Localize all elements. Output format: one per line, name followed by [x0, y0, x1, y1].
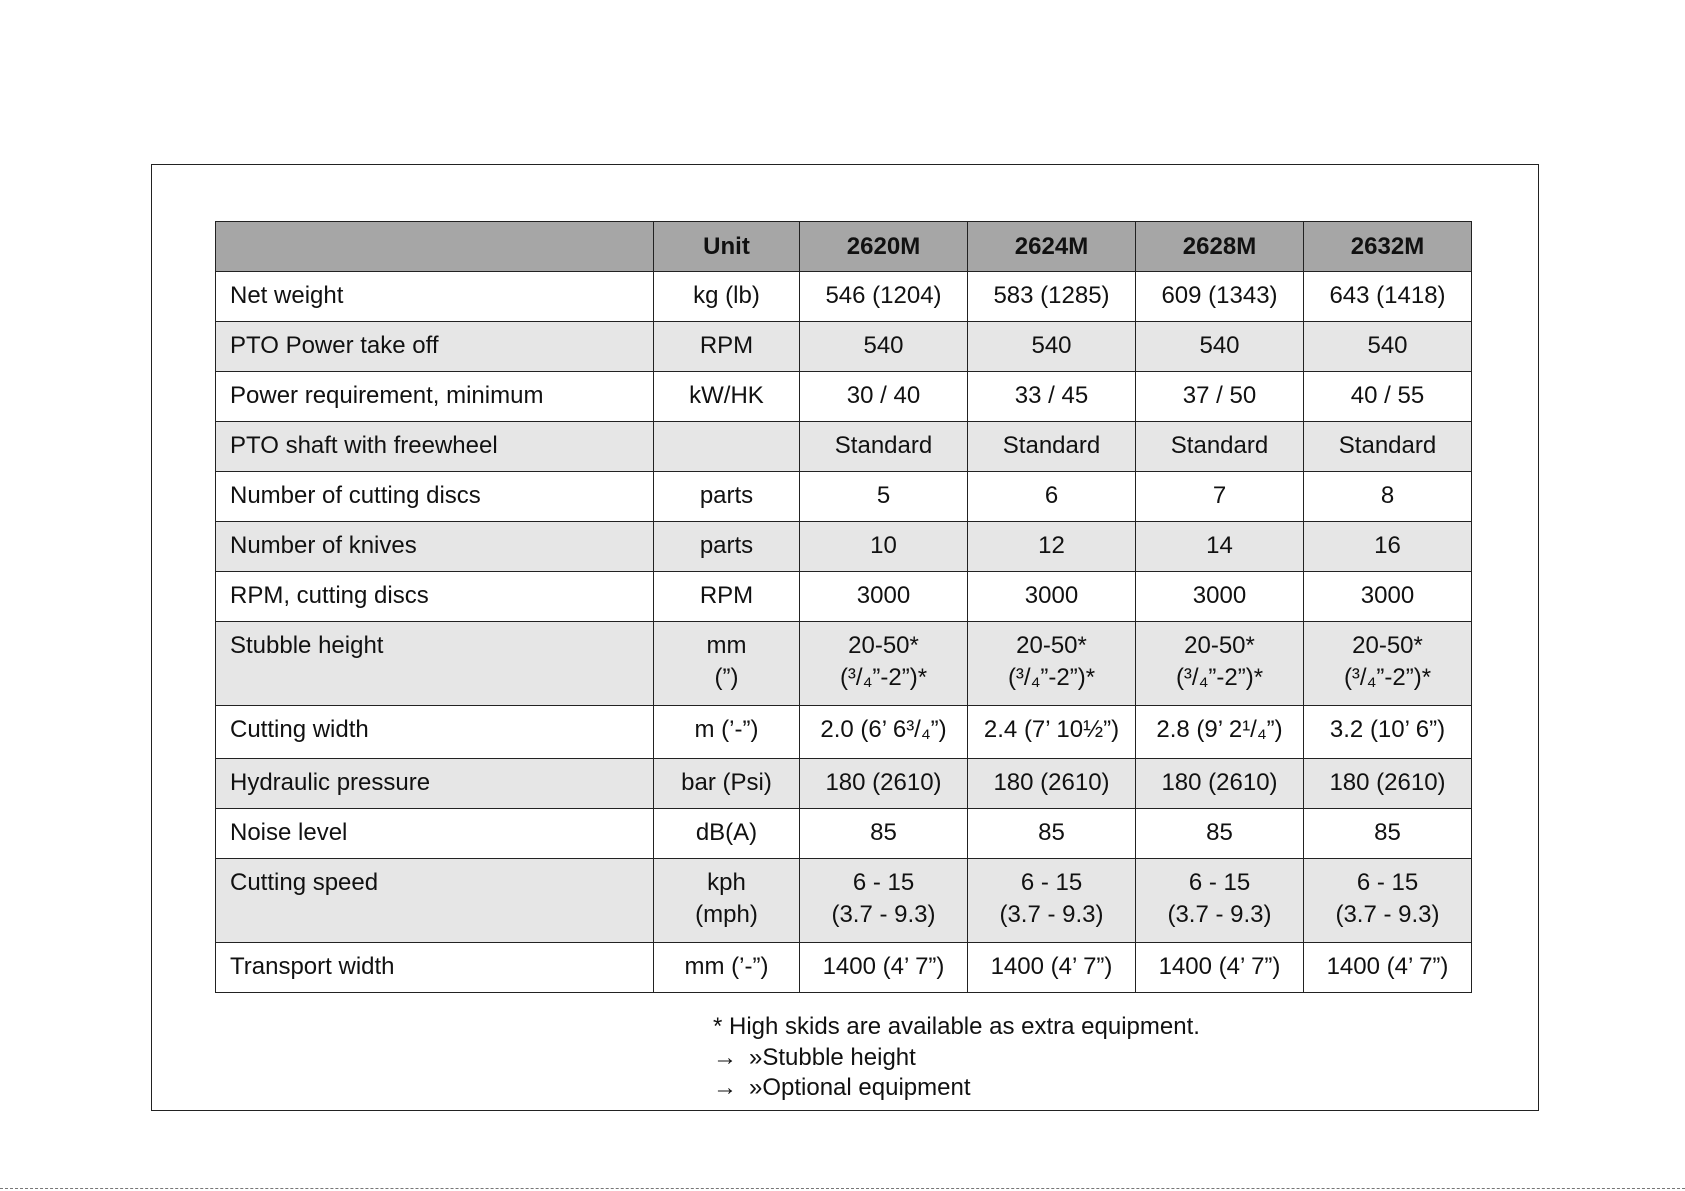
row-value: 33 / 45: [968, 372, 1136, 422]
value-line: 6 - 15: [1356, 869, 1419, 896]
row-value: 40 / 55: [1304, 372, 1472, 422]
value-line: (³/₄”-2”)*: [1343, 664, 1432, 691]
table-row: [216, 706, 1472, 759]
row-label: Number of cutting discs: [216, 472, 654, 522]
table-row: [216, 272, 1472, 322]
table-body: [216, 272, 1472, 993]
row-unit: parts: [654, 472, 800, 522]
row-value: 540: [800, 322, 968, 372]
value-line: (3.7 - 9.3): [1167, 901, 1272, 928]
footnote-skids: * High skids are available as extra equipment.: [713, 1013, 1200, 1040]
row-value: 85: [1304, 809, 1472, 859]
row-unit: parts: [654, 522, 800, 572]
row-value: Standard: [800, 422, 968, 472]
row-value: 16: [1304, 522, 1472, 572]
row-unit: RPM: [654, 322, 800, 372]
arrow-right-icon: →: [713, 1074, 737, 1101]
row-value: 540: [1304, 322, 1472, 372]
row-value: 85: [800, 809, 968, 859]
row-unit: bar (Psi): [654, 759, 800, 809]
row-value: 2.4 (7’ 10½”): [968, 706, 1136, 759]
row-value: 3000: [1136, 572, 1304, 622]
row-value: 583 (1285): [968, 272, 1136, 322]
row-value: 180 (2610): [800, 759, 968, 809]
row-unit: dB(A): [654, 809, 800, 859]
table-row: [216, 572, 1472, 622]
header-cell-unit: Unit: [654, 222, 800, 272]
row-value: 609 (1343): [1136, 272, 1304, 322]
value-line: (3.7 - 9.3): [831, 901, 936, 928]
row-label: Noise level: [216, 809, 654, 859]
value-line: (³/₄”-2”)*: [839, 664, 928, 691]
row-value: 8: [1304, 472, 1472, 522]
row-value: [1136, 622, 1304, 706]
row-value: 7: [1136, 472, 1304, 522]
row-value: 2.8 (9’ 2¹/₄”): [1136, 706, 1304, 759]
link-stubble-height[interactable]: [713, 1043, 1200, 1074]
row-label: PTO shaft with freewheel: [216, 422, 654, 472]
row-value: 12: [968, 522, 1136, 572]
page-bottom-divider: [0, 1188, 1685, 1189]
value-line: 6 - 15: [1020, 869, 1083, 896]
row-value: [1304, 622, 1472, 706]
unit-line: kph: [707, 869, 746, 896]
unit-line: (mph): [695, 901, 758, 928]
row-value: 180 (2610): [1136, 759, 1304, 809]
row-unit: RPM: [654, 572, 800, 622]
row-unit: m (’-”): [654, 706, 800, 759]
row-value: 1400 (4’ 7”): [968, 943, 1136, 993]
table-row: [216, 522, 1472, 572]
row-label: Cutting speed: [216, 859, 654, 943]
row-value: 14: [1136, 522, 1304, 572]
header-cell-model: 2628M: [1136, 222, 1304, 272]
row-value: Standard: [1304, 422, 1472, 472]
link-label: »Optional equipment: [749, 1074, 971, 1101]
row-value: 546 (1204): [800, 272, 968, 322]
value-line: (3.7 - 9.3): [1335, 901, 1440, 928]
value-line: (³/₄”-2”)*: [1175, 664, 1264, 691]
row-value: 3.2 (10’ 6”): [1304, 706, 1472, 759]
table-row: [216, 422, 1472, 472]
row-unit: kW/HK: [654, 372, 800, 422]
row-value: 1400 (4’ 7”): [1136, 943, 1304, 993]
row-value: 30 / 40: [800, 372, 968, 422]
row-label: Number of knives: [216, 522, 654, 572]
value-line: (³/₄”-2”)*: [1007, 664, 1096, 691]
value-line: 20-50*: [1184, 632, 1255, 659]
table-row: [216, 859, 1472, 943]
row-unit: [654, 859, 800, 943]
table-row: [216, 809, 1472, 859]
unit-line: mm: [706, 632, 747, 659]
table-row: [216, 622, 1472, 706]
row-label: Power requirement, minimum: [216, 372, 654, 422]
row-value: [968, 622, 1136, 706]
value-line: 6 - 15: [852, 869, 915, 896]
header-cell-model: 2632M: [1304, 222, 1472, 272]
row-value: 3000: [800, 572, 968, 622]
value-line: (3.7 - 9.3): [999, 901, 1104, 928]
row-unit: kg (lb): [654, 272, 800, 322]
row-value: 85: [968, 809, 1136, 859]
row-label: PTO Power take off: [216, 322, 654, 372]
row-value: 1400 (4’ 7”): [800, 943, 968, 993]
row-label: Cutting width: [216, 706, 654, 759]
link-label: »Stubble height: [749, 1043, 916, 1071]
link-optional-equipment[interactable]: [713, 1073, 1200, 1104]
row-value: [1136, 859, 1304, 943]
row-value: [968, 859, 1136, 943]
table-header-row: [216, 222, 1472, 272]
header-cell-model: 2624M: [968, 222, 1136, 272]
table-row: [216, 372, 1472, 422]
row-value: 37 / 50: [1136, 372, 1304, 422]
row-value: [1304, 859, 1472, 943]
row-label: Hydraulic pressure: [216, 759, 654, 809]
row-value: 85: [1136, 809, 1304, 859]
specification-table: [215, 221, 1472, 993]
row-value: 180 (2610): [1304, 759, 1472, 809]
row-label: Transport width: [216, 943, 654, 993]
row-value: Standard: [968, 422, 1136, 472]
row-value: 3000: [968, 572, 1136, 622]
table-row: [216, 943, 1472, 993]
row-value: 180 (2610): [968, 759, 1136, 809]
unit-line: (”): [714, 664, 739, 691]
row-value: 5: [800, 472, 968, 522]
row-value: Standard: [1136, 422, 1304, 472]
table-row: [216, 322, 1472, 372]
row-value: 3000: [1304, 572, 1472, 622]
row-value: [800, 859, 968, 943]
row-unit: [654, 422, 800, 472]
row-unit: mm (’-”): [654, 943, 800, 993]
table-row: [216, 759, 1472, 809]
row-unit: [654, 622, 800, 706]
row-value: 6: [968, 472, 1136, 522]
row-label: Stubble height: [216, 622, 654, 706]
row-label: RPM, cutting discs: [216, 572, 654, 622]
row-label: Net weight: [216, 272, 654, 322]
row-value: 2.0 (6’ 6³/₄”): [800, 706, 968, 759]
value-line: 20-50*: [1352, 632, 1423, 659]
arrow-right-icon: →: [713, 1043, 737, 1071]
table-row: [216, 472, 1472, 522]
value-line: 6 - 15: [1188, 869, 1251, 896]
row-value: [800, 622, 968, 706]
row-value: 10: [800, 522, 968, 572]
footnotes: [713, 1012, 1200, 1104]
row-value: 540: [968, 322, 1136, 372]
value-line: 20-50*: [848, 632, 919, 659]
header-cell-blank: [216, 222, 654, 272]
row-value: 1400 (4’ 7”): [1304, 943, 1472, 993]
row-value: 540: [1136, 322, 1304, 372]
header-cell-model: 2620M: [800, 222, 968, 272]
row-value: 643 (1418): [1304, 272, 1472, 322]
value-line: 20-50*: [1016, 632, 1087, 659]
